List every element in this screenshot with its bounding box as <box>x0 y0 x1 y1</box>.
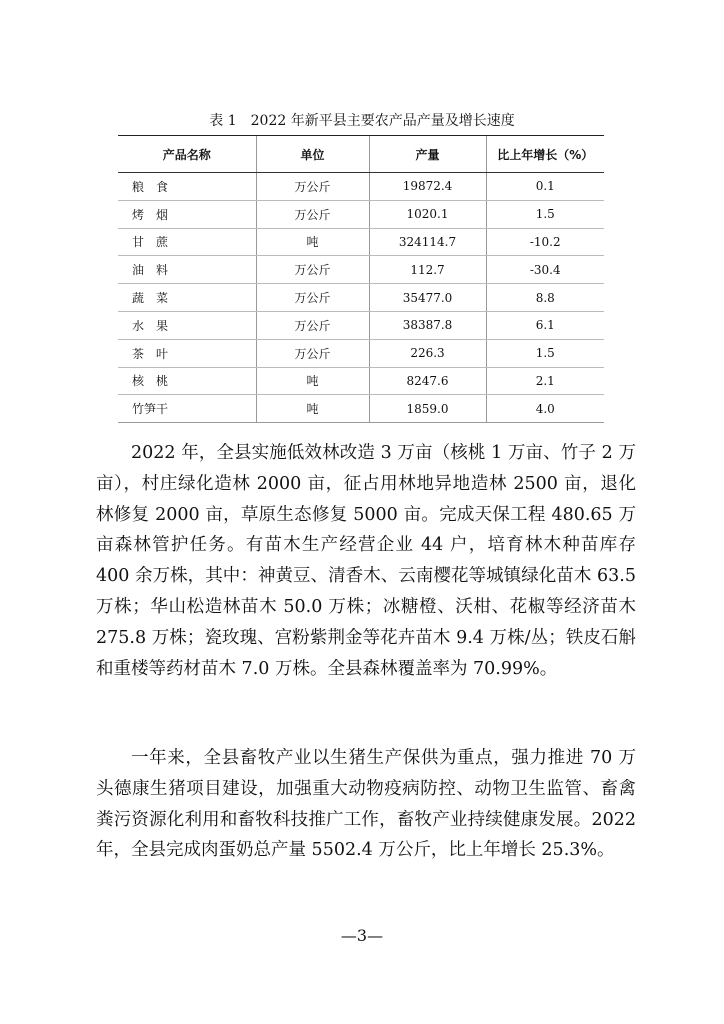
cell-unit: 吨 <box>256 367 369 395</box>
header-output: 产量 <box>369 136 486 173</box>
cell-growth: -30.4 <box>486 256 604 284</box>
production-table <box>118 135 604 423</box>
paragraph-forestry: 2022 年，全县实施低效林改造 3 万亩（核桃 1 万亩、竹子 2 万亩），村庄绿化造林 2000 亩，征占用林地异地造林 2500 亩，退化林修复 2000 亩，草原生态修复 5000 亩。完成天保工程 480.65 万亩森林管护任务。有苗木生产经营企业 44 户，培育林木种苗库存 400 余万株，其中：神黄豆、清香木、云南樱花等城镇绿化苗木 63.5 万株；华山松造林苗木 50.0 万株；冰糖橙、沃柑、花椒等经济苗木 275.8 万株；瓷玫瑰、宫粉紫荆金等花卉苗木 9.4 万株/丛；铁皮石斛和重楼等药材苗木 7.0 万株。全县森林覆盖率为 70.99%。 <box>96 443 636 679</box>
cell-output: 19872.4 <box>369 173 486 201</box>
cell-output: 112.7 <box>369 256 486 284</box>
cell-product-name: 油 料 <box>118 256 256 284</box>
cell-output: 8247.6 <box>369 367 486 395</box>
cell-output: 1020.1 <box>369 200 486 228</box>
cell-product-name: 蔬 菜 <box>118 284 256 312</box>
cell-product-name: 水 果 <box>118 311 256 339</box>
header-growth: 比上年增长（%） <box>486 136 604 173</box>
header-product-name: 产品名称 <box>118 136 256 173</box>
cell-growth: 1.5 <box>486 200 604 228</box>
table-row <box>118 256 604 284</box>
cell-unit: 万公斤 <box>256 311 369 339</box>
cell-product-name: 核 桃 <box>118 367 256 395</box>
cell-output: 226.3 <box>369 339 486 367</box>
cell-growth: 2.1 <box>486 367 604 395</box>
cell-growth: 6.1 <box>486 311 604 339</box>
cell-growth: 1.5 <box>486 339 604 367</box>
table-row <box>118 200 604 228</box>
cell-unit: 万公斤 <box>256 200 369 228</box>
table-row <box>118 395 604 423</box>
page-number: —3— <box>340 926 384 945</box>
cell-product-name: 粮 食 <box>118 173 256 201</box>
table-label: 表 1 <box>209 113 237 129</box>
cell-unit: 万公斤 <box>256 173 369 201</box>
cell-unit: 吨 <box>256 228 369 256</box>
paragraph-livestock: 一年来，全县畜牧产业以生猪生产保供为重点，强力推进 70 万头德康生猪项目建设，加强重大动物疫病防控、动物卫生监管、畜禽粪污资源化利用和畜牧科技推广工作，畜牧产业持续健康发展。2022 年，全县完成肉蛋奶总产量 5502.4 万公斤，比上年增长 25.3%。 <box>96 748 636 861</box>
table-header-row <box>118 136 604 173</box>
cell-unit: 吨 <box>256 395 369 423</box>
cell-growth: 8.8 <box>486 284 604 312</box>
table-row <box>118 228 604 256</box>
cell-unit: 万公斤 <box>256 256 369 284</box>
table-title: 2022 年新平县主要农产品产量及增长速度 <box>250 113 515 129</box>
table-row <box>118 173 604 201</box>
cell-output: 324114.7 <box>369 228 486 256</box>
cell-growth: 4.0 <box>486 395 604 423</box>
header-unit: 单位 <box>256 136 369 173</box>
table-row <box>118 284 604 312</box>
cell-unit: 万公斤 <box>256 339 369 367</box>
cell-output: 35477.0 <box>369 284 486 312</box>
table-caption <box>0 110 724 130</box>
table-row <box>118 311 604 339</box>
cell-product-name: 茶 叶 <box>118 339 256 367</box>
cell-product-name: 甘 蔗 <box>118 228 256 256</box>
cell-growth: 0.1 <box>486 173 604 201</box>
cell-output: 1859.0 <box>369 395 486 423</box>
cell-output: 38387.8 <box>369 311 486 339</box>
cell-product-name: 烤 烟 <box>118 200 256 228</box>
cell-growth: -10.2 <box>486 228 604 256</box>
table-row <box>118 367 604 395</box>
cell-unit: 万公斤 <box>256 284 369 312</box>
cell-product-name: 竹笋干 <box>118 395 256 423</box>
table-row <box>118 339 604 367</box>
